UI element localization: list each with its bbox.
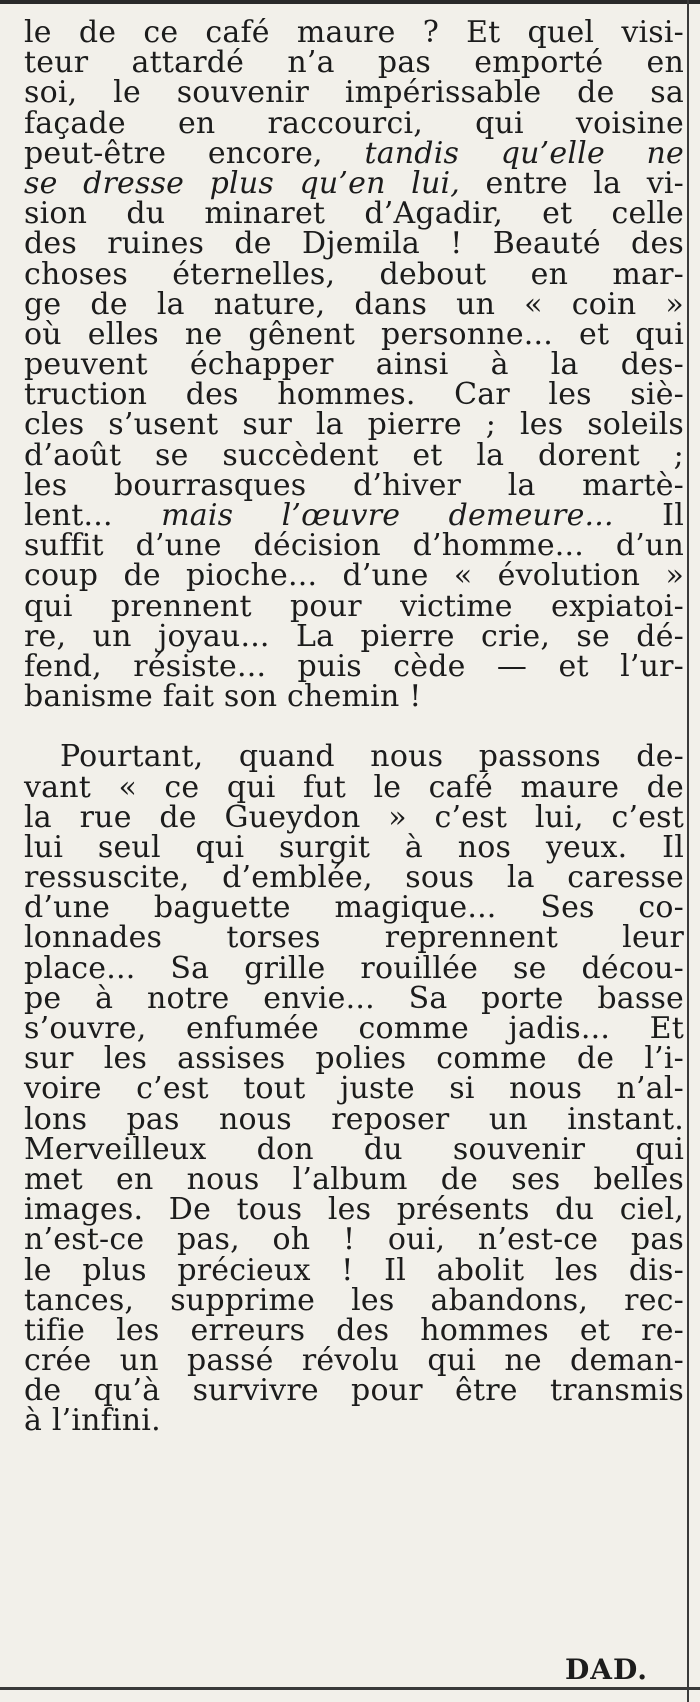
text-line: s’ouvre, enfumée comme jadis... Et [24, 1011, 684, 1046]
text-line: crée un passé révolu qui ne deman- [24, 1343, 684, 1379]
text-line: sur les assises polies comme de l’i- [24, 1041, 684, 1077]
text-line: pe à notre envie... Sa porte basse [24, 980, 684, 1016]
text-line-with-italic: se dresse plus qu’en lui, entre la vi- [24, 165, 684, 201]
text-line: suffit d’une décision d’homme... d’un [24, 528, 684, 564]
text-line: façade en raccourci, qui voisine [24, 105, 684, 141]
text-line: à l’infini. [24, 1403, 161, 1439]
text-line: lonnades torses reprennent leur [24, 920, 684, 956]
author-signature: DAD. [564, 1653, 648, 1686]
text-line: d’une baguette magique... Ses co- [24, 890, 684, 926]
text-line: peuvent échapper ainsi à la des- [24, 347, 684, 383]
text-line: le plus précieux ! Il abolit les dis- [24, 1252, 684, 1288]
article-column [24, 15, 685, 1439]
paragraph-gap [24, 712, 684, 742]
text-line: cles s’usent sur la pierre ; les soleils [24, 407, 684, 443]
italic-phrase: mais l’œuvre demeure... [161, 498, 614, 533]
text-line: n’est-ce pas, oh ! oui, n’est-ce pas [24, 1222, 684, 1258]
text-line: coup de pioche... d’une « évolution » [24, 558, 684, 594]
text-line: la rue de Gueydon » c’est lui, c’est [24, 799, 684, 835]
text-line: les bourrasques d’hiver la martè- [24, 467, 684, 503]
text-line: Merveilleux don du souvenir qui [24, 1131, 684, 1167]
text-line: où elles ne gênent personne... et qui [24, 316, 684, 352]
text-line: ge de la nature, dans un « coin » [24, 286, 684, 322]
paragraph-2 [24, 739, 684, 1439]
right-column-rule [687, 0, 689, 1702]
text-line: met en nous l’album de ses belles [24, 1161, 684, 1197]
text-line: de qu’à survivre pour être transmis [24, 1373, 684, 1409]
text-line: voire c’est tout juste si nous n’al- [24, 1071, 684, 1107]
text-line: le de ce café maure ? Et quel visi- [24, 15, 684, 50]
text-line-with-italic: lent... mais l’œuvre demeure... Il [24, 498, 684, 533]
text-line: tances, supprime les abandons, rec- [24, 1282, 684, 1318]
text-line: teur attardé n’a pas emporté en [24, 45, 684, 81]
italic-phrase: se dresse plus qu’en lui, [24, 165, 461, 201]
text-line: lons pas nous reposer un instant. [24, 1101, 684, 1137]
text-line: truction des hommes. Car les siè- [24, 377, 684, 413]
text-line: banisme fait son chemin ! [24, 679, 422, 715]
text-line: Pourtant, quand nous passons de- [60, 739, 684, 775]
paragraph-1 [24, 15, 685, 715]
text-line: tifie les erreurs des hommes et re- [24, 1312, 684, 1348]
text-line: re, un joyau... La pierre crie, se dé- [24, 618, 684, 654]
text-line: soi, le souvenir impérissable de sa [24, 75, 684, 111]
text-line: images. De tous les présents du ciel, [24, 1192, 684, 1228]
text-line: lui seul qui surgit à nos yeux. Il [24, 829, 684, 865]
bottom-column-rule [0, 1687, 700, 1690]
text-line: qui prennent pour victime expiatoi- [24, 588, 684, 624]
text-line: vant « ce qui fut le café maure de [24, 769, 684, 805]
text-line: sion du minaret d’Agadir, et celle [24, 196, 684, 232]
text-line-with-italic: peut-être encore, tandis qu’elle ne [24, 135, 685, 171]
text-line: des ruines de Djemila ! Beauté des [24, 226, 684, 262]
text-line: fend, résiste... puis cède — et l’ur- [24, 648, 684, 684]
text-line: choses éternelles, debout en mar- [24, 256, 684, 292]
text-line: d’août se succèdent et la dorent ; [24, 437, 684, 473]
top-column-rule [0, 0, 700, 4]
text-line: place... Sa grille rouillée se décou- [24, 950, 684, 986]
italic-phrase: tandis qu’elle ne [364, 135, 685, 171]
text-line: ressuscite, d’emblée, sous la caresse [24, 860, 684, 896]
